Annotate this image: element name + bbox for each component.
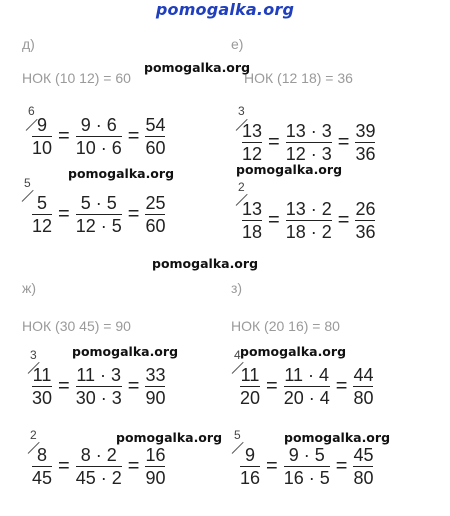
watermark-text: pomogalka.org [116,430,223,445]
fraction-expanded: $\frac{5 \cdot 5}{12 \cdot 5}$ [75,193,122,237]
panel-d-nok: НОК (10 12) = 60 [22,70,131,86]
panel-e-label: е) [231,36,244,52]
panel-d-row2-equation: $\frac{5}{12}$ = $\frac{5 \cdot 5}{12 \cdot 5}$ = $\frac{25}{60}$ [32,193,166,237]
fraction-original: $\frac{5}{12}$ [32,193,53,237]
watermark-text: pomogalka.org [144,60,251,75]
fraction-result: $\frac{33}{90}$ [145,365,166,409]
fraction-expanded: $\frac{13 \cdot 3}{12 \cdot 3}$ [285,121,332,165]
fraction-original: $\frac{13}{12}$ [242,121,263,165]
panel-z-label: з) [231,280,243,296]
fraction-expanded: $\frac{11 \cdot 3}{30 \cdot 3}$ [75,365,122,409]
panel-e-row2-multiplier: 2 [238,180,245,194]
fraction-original: $\frac{11}{20}$ [240,365,261,409]
panel-e-row1-equation: $\frac{13}{12}$ = $\frac{13 \cdot 3}{12 \cdot 3}$ = $\frac{39}{36}$ [242,121,376,165]
watermark-text: pomogalka.org [152,256,259,271]
fraction-expanded: $\frac{9 \cdot 5}{16 \cdot 5}$ [283,445,330,489]
fraction-result: $\frac{45}{80}$ [353,445,374,489]
watermark-text: pomogalka.org [240,344,347,359]
fraction-expanded: $\frac{8 \cdot 2}{45 \cdot 2}$ [75,445,122,489]
panel-z-row1-equation: $\frac{11}{20}$ = $\frac{11 \cdot 4}{20 \cdot 4}$ = $\frac{44}{80}$ [240,365,374,409]
panel-zh-row1-multiplier: 3 [30,348,37,362]
panel-zh-row2-equation: $\frac{8}{45}$ = $\frac{8 \cdot 2}{45 \cdot 2}$ = $\frac{16}{90}$ [32,445,166,489]
fraction-result: $\frac{26}{36}$ [355,199,376,243]
panel-d-row2-multiplier: 5 [24,176,31,190]
panel-z-row2-multiplier: 5 [234,428,241,442]
fraction-original: $\frac{11}{30}$ [32,365,53,409]
panel-d-label: д) [22,36,35,52]
panel-e-row2-equation: $\frac{13}{18}$ = $\frac{13 \cdot 2}{18 \cdot 2}$ = $\frac{26}{36}$ [242,199,376,243]
panel-d-row1-equation: $\frac{9}{10}$ = $\frac{9 \cdot 6}{10 \cdot 6}$ = $\frac{54}{60}$ [32,115,166,159]
panel-z-nok: НОК (20 16) = 80 [231,318,340,334]
fraction-result: $\frac{16}{90}$ [145,445,166,489]
panel-z-row1-multiplier: 4 [234,348,241,362]
site-header[interactable]: pomogalka.org [155,0,295,19]
watermark-text: pomogalka.org [236,162,343,177]
fraction-original: $\frac{9}{10}$ [32,115,53,159]
fraction-expanded: $\frac{9 \cdot 6}{10 \cdot 6}$ [75,115,122,159]
fraction-result: $\frac{39}{36}$ [355,121,376,165]
panel-zh-row2-multiplier: 2 [30,428,37,442]
fraction-original: $\frac{9}{16}$ [240,445,261,489]
fraction-result: $\frac{44}{80}$ [353,365,374,409]
fraction-original: $\frac{13}{18}$ [242,199,263,243]
panel-zh-nok: НОК (30 45) = 90 [22,318,131,334]
watermark-text: pomogalka.org [284,430,391,445]
fraction-original: $\frac{8}{45}$ [32,445,53,489]
fraction-expanded: $\frac{11 \cdot 4}{20 \cdot 4}$ [283,365,330,409]
panel-z-row2-equation: $\frac{9}{16}$ = $\frac{9 \cdot 5}{16 \cdot 5}$ = $\frac{45}{80}$ [240,445,374,489]
watermark-text: pomogalka.org [72,344,179,359]
panel-zh-label: ж) [22,280,37,296]
watermark-text: pomogalka.org [68,166,175,181]
panel-d-row1-multiplier: 6 [28,104,35,118]
panel-e-nok: НОК (12 18) = 36 [244,70,353,86]
fraction-result: $\frac{54}{60}$ [145,115,166,159]
panel-e-row1-multiplier: 3 [238,104,245,118]
fraction-result: $\frac{25}{60}$ [145,193,166,237]
fraction-expanded: $\frac{13 \cdot 2}{18 \cdot 2}$ [285,199,332,243]
panel-zh-row1-equation: $\frac{11}{30}$ = $\frac{11 \cdot 3}{30 \cdot 3}$ = $\frac{33}{90}$ [32,365,166,409]
